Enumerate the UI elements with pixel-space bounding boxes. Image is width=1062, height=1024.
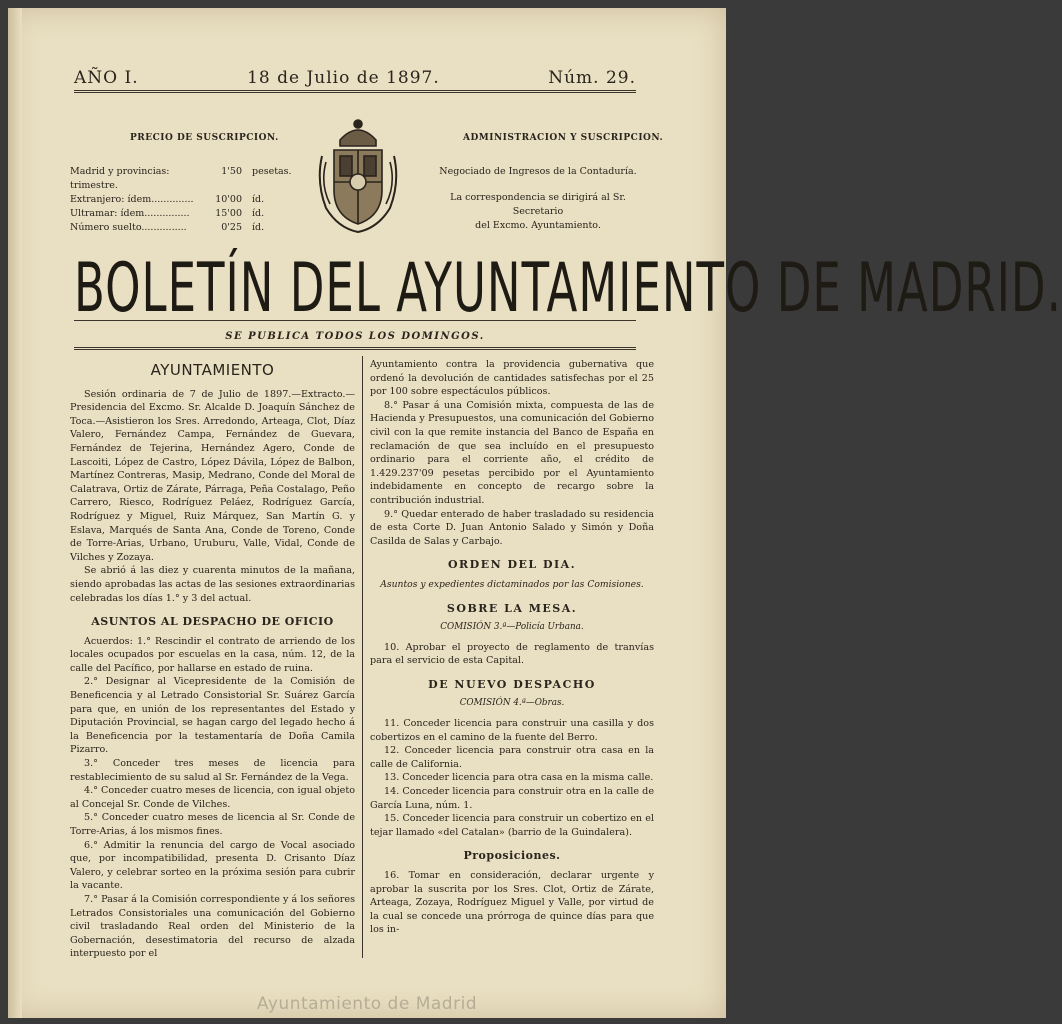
subscription-table [70,165,312,235]
masthead-rule [74,320,636,321]
tagline-rule [74,347,636,350]
agenda-item: 14. Conceder licencia para construir otra en la calle de García Luna, núm. 1. [370,786,654,811]
agreement-item: 8.° Pasar á una Comisión mixta, compuesta de las de Hacienda y Presupuestos, una comunicación del Gobierno civil con la que remite instancia del Banco de España en reclamación de que sea incluído en el presupuesto ordinario para el corriente año, el crédito de 1.429.237'09 pesetas percibido por el Ayuntamiento indebidamente en concepto de recargo sobre la contribución industrial. [370,399,654,506]
coat-of-arms-icon [310,112,406,236]
nuevo-despacho-title: DE NUEVO DESPACHO [428,677,596,691]
newspaper-page [8,8,1062,1018]
header-rule [74,90,636,93]
agreement-item: 4.° Conceder cuatro meses de licencia, con igual objeto al Concejal Sr. Conde de Vilches. [70,785,355,810]
administration-title: ADMINISTRACION Y SUSCRIPCION. [463,133,664,143]
subsection-title-asuntos: ASUNTOS AL DESPACHO DE OFICIO [91,615,334,629]
agenda-item: 11. Conceder licencia para construir una casilla y dos cobertizos en el camino de la fuente del Berro. [370,718,654,743]
agenda-item: 16. Tomar en consideración, declarar urgente y aprobar la suscrita por los Sres. Clot, Ortiz de Zárate, Arteaga, Zozaya, Rodríguez Miguel y Valle, por virtud de la cual se concede una prórroga de quince días para que los in- [370,870,654,936]
agenda-item: 12. Conceder licencia para construir otra casa en la calle de California. [370,745,654,770]
price-row: Ultramar: ídem............... 15'00 íd. [70,208,265,219]
left-column [70,358,355,961]
agreement-item: 3.° Conceder tres meses de licencia para restablecimiento de su salud al Sr. Fernández de la Vega. [70,758,355,783]
agreement-item: 6.° Admitir la renuncia del cargo de Vocal asociado que, por incompatibilidad, presenta D. Crisanto Díaz Valero, y celebrar sorteo en la próxima sesión para cubrir la vacante. [70,839,355,892]
issue-header [74,68,636,88]
comision-policia-urbana: COMISIÓN 3.ª—Policía Urbana. [440,622,584,633]
opening-paragraph: Se abrió á las diez y cuarenta minutos de la mañana, siendo aprobadas las actas de las sesiones extraordinarias celebradas los días 1.° y 3 del actual. [70,565,355,604]
comision-obras: COMISIÓN 4.ª—Obras. [459,698,565,709]
agreement-item: Acuerdos: 1.° Rescindir el contrato de arriendo de los locales ocupados por escuelas en la casa, núm. 12, de la calle del Pacífico, por hallarse en estado de ruina. [70,635,355,674]
price-row: Número suelto............... 0'25 íd. [70,222,265,233]
archive-watermark: Ayuntamiento de Madrid [256,994,478,1014]
agenda-item: 13. Conceder licencia para otra casa en la misma calle. [384,772,654,784]
agreement-item: 9.° Quedar enterado de haber trasladado su residencia de esta Corte D. Juan Antonio Salado y Simón y Doña Casilda de Salas y Carbajo. [370,508,654,547]
issue-date: 18 de Julio de 1897. [247,68,440,88]
issue-year: AÑO I. [74,68,139,88]
page-edge [8,8,22,1018]
continuation-paragraph: Ayuntamiento contra la providencia gubernativa que ordenó la devolución de cantidades satisfechas por el 25 por 100 sobre espectáculos públicos. [370,359,654,398]
right-column [370,358,654,937]
price-row: Extranjero: ídem.............. 10'00 íd. [70,194,265,205]
agreement-item: 5.° Conceder cuatro meses de licencia al Sr. Conde de Torre-Arias, á los mismos fines. [70,812,355,837]
issue-number: Núm. 29. [548,68,636,88]
agenda-item: 15. Conceder licencia para construir un cobertizo en el tejar llamado «del Catalan» (barrio de la Guindalera). [370,813,654,838]
section-title-ayuntamiento: AYUNTAMIENTO [150,361,275,379]
agreement-item: 2.° Designar al Vicepresidente de la Comisión de Beneficencia y al Letrado Consistorial Sr. Suárez García para que, en unión de los representantes del Estado y Diputación Provincial, se hagan cargo del legado hecho á la Beneficencia por la testamentaría de Doña Camila Pizarro. [70,676,355,756]
orden-subtitle: Asuntos y expedientes dictaminados por las Comisiones. [380,578,644,590]
administration-info: Negociado de Ingresos de la Contaduría. La correspondencia se dirigirá al Sr. Secretario del Excmo. Ayuntamiento. [439,166,637,231]
price-row: Madrid y provincias: trimestre. 1'50 pesetas. [70,166,292,191]
sobre-la-mesa-title: SOBRE LA MESA. [446,601,578,615]
proposiciones-title: Proposiciones. [463,849,561,863]
masthead-title: BOLETÍN DEL AYUNTAMIENTO DE MADRID. [74,248,1062,328]
orden-del-dia-title: ORDEN DEL DIA. [447,558,577,572]
subscription-title: PRECIO DE SUSCRIPCION. [130,133,279,143]
session-paragraph: Sesión ordinaria de 7 de Julio de 1897.—Extracto.—Presidencia del Excmo. Sr. Alcalde D. Joaquín Sánchez de Toca.—Asistieron los Sres. Arredondo, Arteaga, Clot, Díaz Valero, Fernández Campa, Fernández de Guevara, Fernández de Tejerina, Hernández Agero, Conde de Lascoiti, López de Castro, López Dávila, López de Balbon, Martínez Contreras, Masip, Medrano, Conde del Moral de Calatrava, Ortiz de Zárate, Párraga, Peña Costalago, Peño Carrero, Riesco, Rodríguez Peláez, Rodríguez García, Rodríguez y Miguel, Ruiz Márquez, San Martín G. y Eslava, Marqués de Santa Ana, Conde de Toreno, Conde de Torre-Arias, Urbano, Uruburu, Valle, Vidal, Conde de Vilches y Zozaya. [70,388,355,563]
publication-tagline: SE PUBLICA TODOS LOS DOMINGOS. [225,331,485,342]
agenda-item: 10. Aprobar el proyecto de reglamento de tranvías para el servicio de esta Capital. [370,641,654,667]
agreement-item: 7.° Pasar á la Comisión correspondiente y á los señores Letrados Consistoriales una comunicación del Gobierno civil trasladando Real orden del Ministerio de la Gobernación, desestimatoria del recurso de alzada interpuesto por el [70,893,355,960]
column-divider [362,356,363,958]
